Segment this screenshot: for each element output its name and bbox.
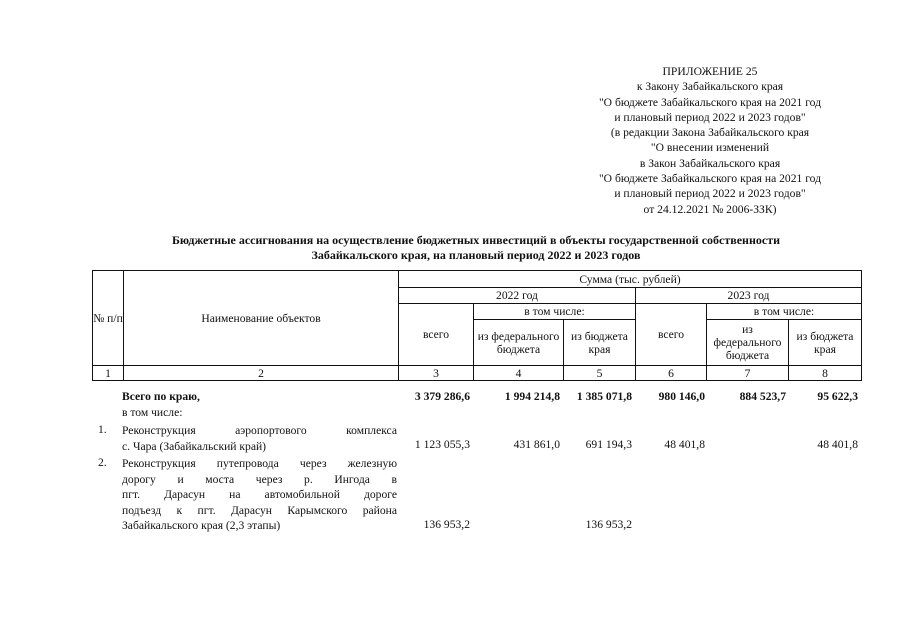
title-line-2: Забайкальского края, на плановый период 2022 и 2023 годов [311, 248, 641, 262]
col-number: 4 [474, 366, 564, 381]
value-regional-2022: 1 385 071,8 [576, 390, 632, 403]
header-col-no: № п/п [93, 271, 124, 366]
value-federal-2022: 1 994 214,8 [504, 390, 560, 403]
value-federal-2023: 884 523,7 [739, 390, 786, 403]
row-name-line: Реконструкция путепровода через железную [122, 457, 397, 470]
row-index: 1. [98, 423, 107, 436]
row-name-line: дорогу и моста через р. Ингода в [122, 472, 397, 486]
appendix-header [560, 64, 860, 217]
appendix-line: от 24.12.2021 № 2006-ЗЗК) [643, 202, 777, 216]
document-title [100, 233, 852, 263]
header-total-2022: всего [399, 304, 474, 366]
header-total-2023: всего [636, 304, 707, 366]
row-index: 2. [98, 456, 107, 469]
header-federal-2023: из федерального бюджета [707, 320, 789, 366]
row-name-line: с. Чара (Забайкальский край) [122, 439, 267, 453]
header-incl-2023: в том числе: [707, 304, 862, 320]
header-year-2023: 2023 год [636, 288, 862, 304]
incl-label: в том числе: [122, 406, 183, 419]
row-name-line: Реконструкция аэропортового комплекса [122, 424, 397, 437]
row-name: Всего по краю, [122, 390, 200, 403]
appendix-line: и плановый период 2022 и 2023 годов" [614, 187, 806, 201]
value-federal-2022: 431 861,0 [513, 438, 560, 451]
appendix-line: ПРИЛОЖЕНИЕ 25 [662, 65, 758, 78]
header-regional-2022: из бюджета края [564, 320, 636, 366]
col-number: 3 [399, 366, 474, 381]
value-regional-2022: 136 953,2 [585, 518, 632, 531]
col-number: 1 [93, 366, 124, 381]
appendix-line: в Закон Забайкальского края [639, 156, 781, 170]
header-regional-2023: из бюджета края [789, 320, 862, 366]
header-year-2022: 2022 год [399, 288, 636, 304]
value-regional-2023: 48 401,8 [817, 438, 858, 451]
header-incl-2022: в том числе: [474, 304, 636, 320]
row-name [122, 423, 397, 454]
value-total-2023: 48 401,8 [664, 438, 705, 451]
appendix-line: "О бюджете Забайкальского края на 2021 год [598, 95, 822, 109]
appendix-line: "О бюджете Забайкальского края на 2021 год [598, 172, 822, 186]
appendix-line: (в редакции Закона Забайкальского края [610, 126, 810, 140]
row-name-line: Забайкальского края (2,3 этапы) [122, 519, 281, 532]
col-number: 8 [789, 366, 862, 381]
value-total-2022: 3 379 286,6 [414, 390, 470, 403]
row-name-line: пгт. Дарасун на автомобильной дороге [122, 488, 397, 501]
appendix-line: "О внесении изменений [650, 141, 770, 155]
col-number: 5 [564, 366, 636, 381]
row-name-line: подъезд к пгт. Дарасун Карымского района [122, 503, 397, 517]
header-sum: Сумма (тыс. рублей) [399, 271, 862, 288]
row-name [122, 456, 397, 534]
header-federal-2022: из федерального бюджета [474, 320, 564, 366]
table-header [92, 270, 862, 381]
title-line-1: Бюджетные ассигнования на осуществление бюджетных инвестиций в объекты государственной собственности [171, 233, 781, 247]
value-total-2022: 1 123 055,3 [414, 438, 470, 451]
col-number: 7 [707, 366, 789, 381]
appendix-line: и плановый период 2022 и 2023 годов" [614, 110, 806, 124]
header-col-name: Наименование объектов [124, 271, 399, 366]
value-regional-2023: 95 622,3 [817, 390, 858, 403]
value-total-2023: 980 146,0 [658, 390, 705, 403]
value-total-2022: 136 953,2 [423, 518, 470, 531]
appendix-line: к Закону Забайкальского края [636, 80, 784, 94]
value-regional-2022: 691 194,3 [585, 438, 632, 451]
col-number: 6 [636, 366, 707, 381]
col-number: 2 [124, 366, 399, 381]
